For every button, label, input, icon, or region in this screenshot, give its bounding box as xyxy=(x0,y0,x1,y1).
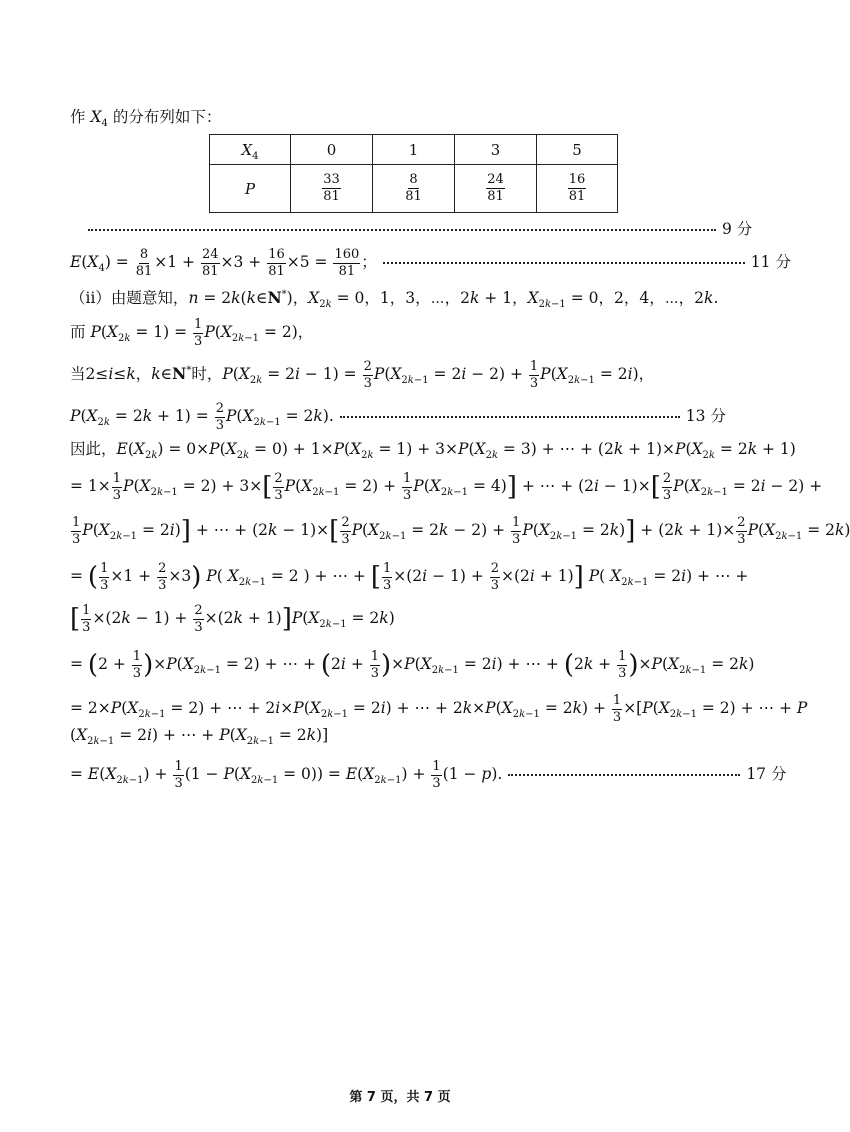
formula-line-5: = 1× $\frac{1}{3}$ $P(X_{2k-1} = 2) + 3\times$[ $\frac{2}{3}$ $P(X_{2k-1} = 2)$ + $\frac{1}{3}$ $P(X_{2k-1} = 4)$] + ⋯ + (2i − 1)×[ $\frac{2}{3}$ $P(X_{2k-1} = 2i - 2)$ + xyxy=(70,471,823,503)
table-prob-label: P xyxy=(210,165,291,213)
distribution-table xyxy=(209,134,618,213)
formula-line-2: 当2≤i≤k，k∈N*时，$P(X_{2k} = 2i - 1)$ = $\frac{2}{3}$ $P(X_{2k-1} = 2i - 2)$ + $\frac{1}{3}$ $P(X_{2k-1} = 2i)$， xyxy=(70,359,655,391)
formula-line-11: $(X_{2k-1} = 2i)$ + ⋯ + $P(X_{2k-1} = 2k)$] xyxy=(70,726,329,747)
formula-line-4: 因此，$E(X_{2k}) = 0\times P(X_{2k} = 0) + 1\times P(X_{2k} = 1) + 3\times P(X_{2k} = 3)$ + ⋯ + $(2k + 1)\times P(X_{2k} = 2k + 1)$ xyxy=(70,440,796,461)
table-prob-cell: $\frac{33}{81}$ xyxy=(291,165,373,213)
table-value-cell: 0 xyxy=(291,135,373,165)
table-value-cell: 3 xyxy=(455,135,537,165)
table-prob-cell: $\frac{24}{81}$ xyxy=(455,165,537,213)
formula-line-7: = ( $\frac{1}{3}$ ×1 + $\frac{2}{3}$ ×3) P( $X_{2k-1} = 2$ ) + ⋯ + [ $\frac{1}{3}$ ×(2i − 1) + $\frac{2}{3}$ ×(2i + 1)] P( $X_{2k-1} = 2i$) + ⋯ + xyxy=(70,561,749,593)
formula-line-1: 而 $P(X_{2k} = 1)$ = $\frac{1}{3}$ $P(X_{2k-1} = 2)$， xyxy=(70,317,314,349)
table-prob-cell: $\frac{8}{81}$ xyxy=(373,165,455,213)
formula-line-8: [ $\frac{1}{3}$ ×(2k − 1) + $\frac{2}{3}$ $\times(2k + 1)]P(X_{2k-1} = 2k)$ xyxy=(70,603,395,635)
expectation-line: $E(X_4)$ = $\frac{8}{81}$ ×1 + $\frac{24}{81}$ ×3 + $\frac{16}{81}$ ×5 = $\frac{160}{81}$ ； 11 分 xyxy=(70,247,791,279)
page-footer: 第 7 页，共 7 页 xyxy=(349,1090,451,1105)
formula-line-10: = $2\times P(X_{2k-1} = 2)$ + ⋯ + $2i\times P(X_{2k-1} = 2i)$ + ⋯ + $2k\times P(X_{2k-1} = 2k)$ + $\frac{1}{3}$ $\times[P(X_{2k-1} = 2)$ + ⋯ + P xyxy=(70,693,808,725)
formula-line-9: = (2 + $\frac{1}{3}$ )$\times P(X_{2k-1} = 2)$ + ⋯ + (2i + $\frac{1}{3}$ )$\times P(X_{2k-1} = 2i)$ + ⋯ + (2k + $\frac{1}{3}$ )$\times P(X_{2k-1} = 2k)$ xyxy=(70,649,755,681)
intro-line: 作 $X_4$ 的分布列如下： xyxy=(70,108,222,129)
score-line-9: 9 分 xyxy=(82,222,752,238)
part-ii-line: （ⅱ）由题意知，n = 2k(k∈N*)，$X_{2k} = 0$，1，3，⋯，2k + 1，$X_{2k-1} = 0$，2，4，⋯，2k. xyxy=(70,288,719,310)
formula-line-3: $P(X_{2k} = 2k + 1)$ = $\frac{2}{3}$ $P(X_{2k-1} = 2k)$. 13 分 xyxy=(70,401,726,433)
formula-line-6: $\frac{1}{3}$ $P(X_{2k-1} = 2i)$] + ⋯ + (2k − 1)×[ $\frac{2}{3}$ $P(X_{2k-1} = 2k - 2)$ + $\frac{1}{3}$ $P(X_{2k-1} = 2k)] + (2k + 1)\times$ $\frac{2}{3}$ $P(X_{2k-1} = 2k)$ xyxy=(72,515,850,547)
table-value-cell: 5 xyxy=(537,135,618,165)
table-header-cell: $X_4$ xyxy=(210,135,291,165)
formula-line-12: = $E(X_{2k-1})$ + $\frac{1}{3}$ $(1 - P(X_{2k-1} = 0)) = E(X_{2k-1})$ + $\frac{1}{3}$ (1 − p). 17 分 xyxy=(70,759,787,791)
table-prob-cell: $\frac{16}{81}$ xyxy=(537,165,618,213)
table-value-cell: 1 xyxy=(373,135,455,165)
